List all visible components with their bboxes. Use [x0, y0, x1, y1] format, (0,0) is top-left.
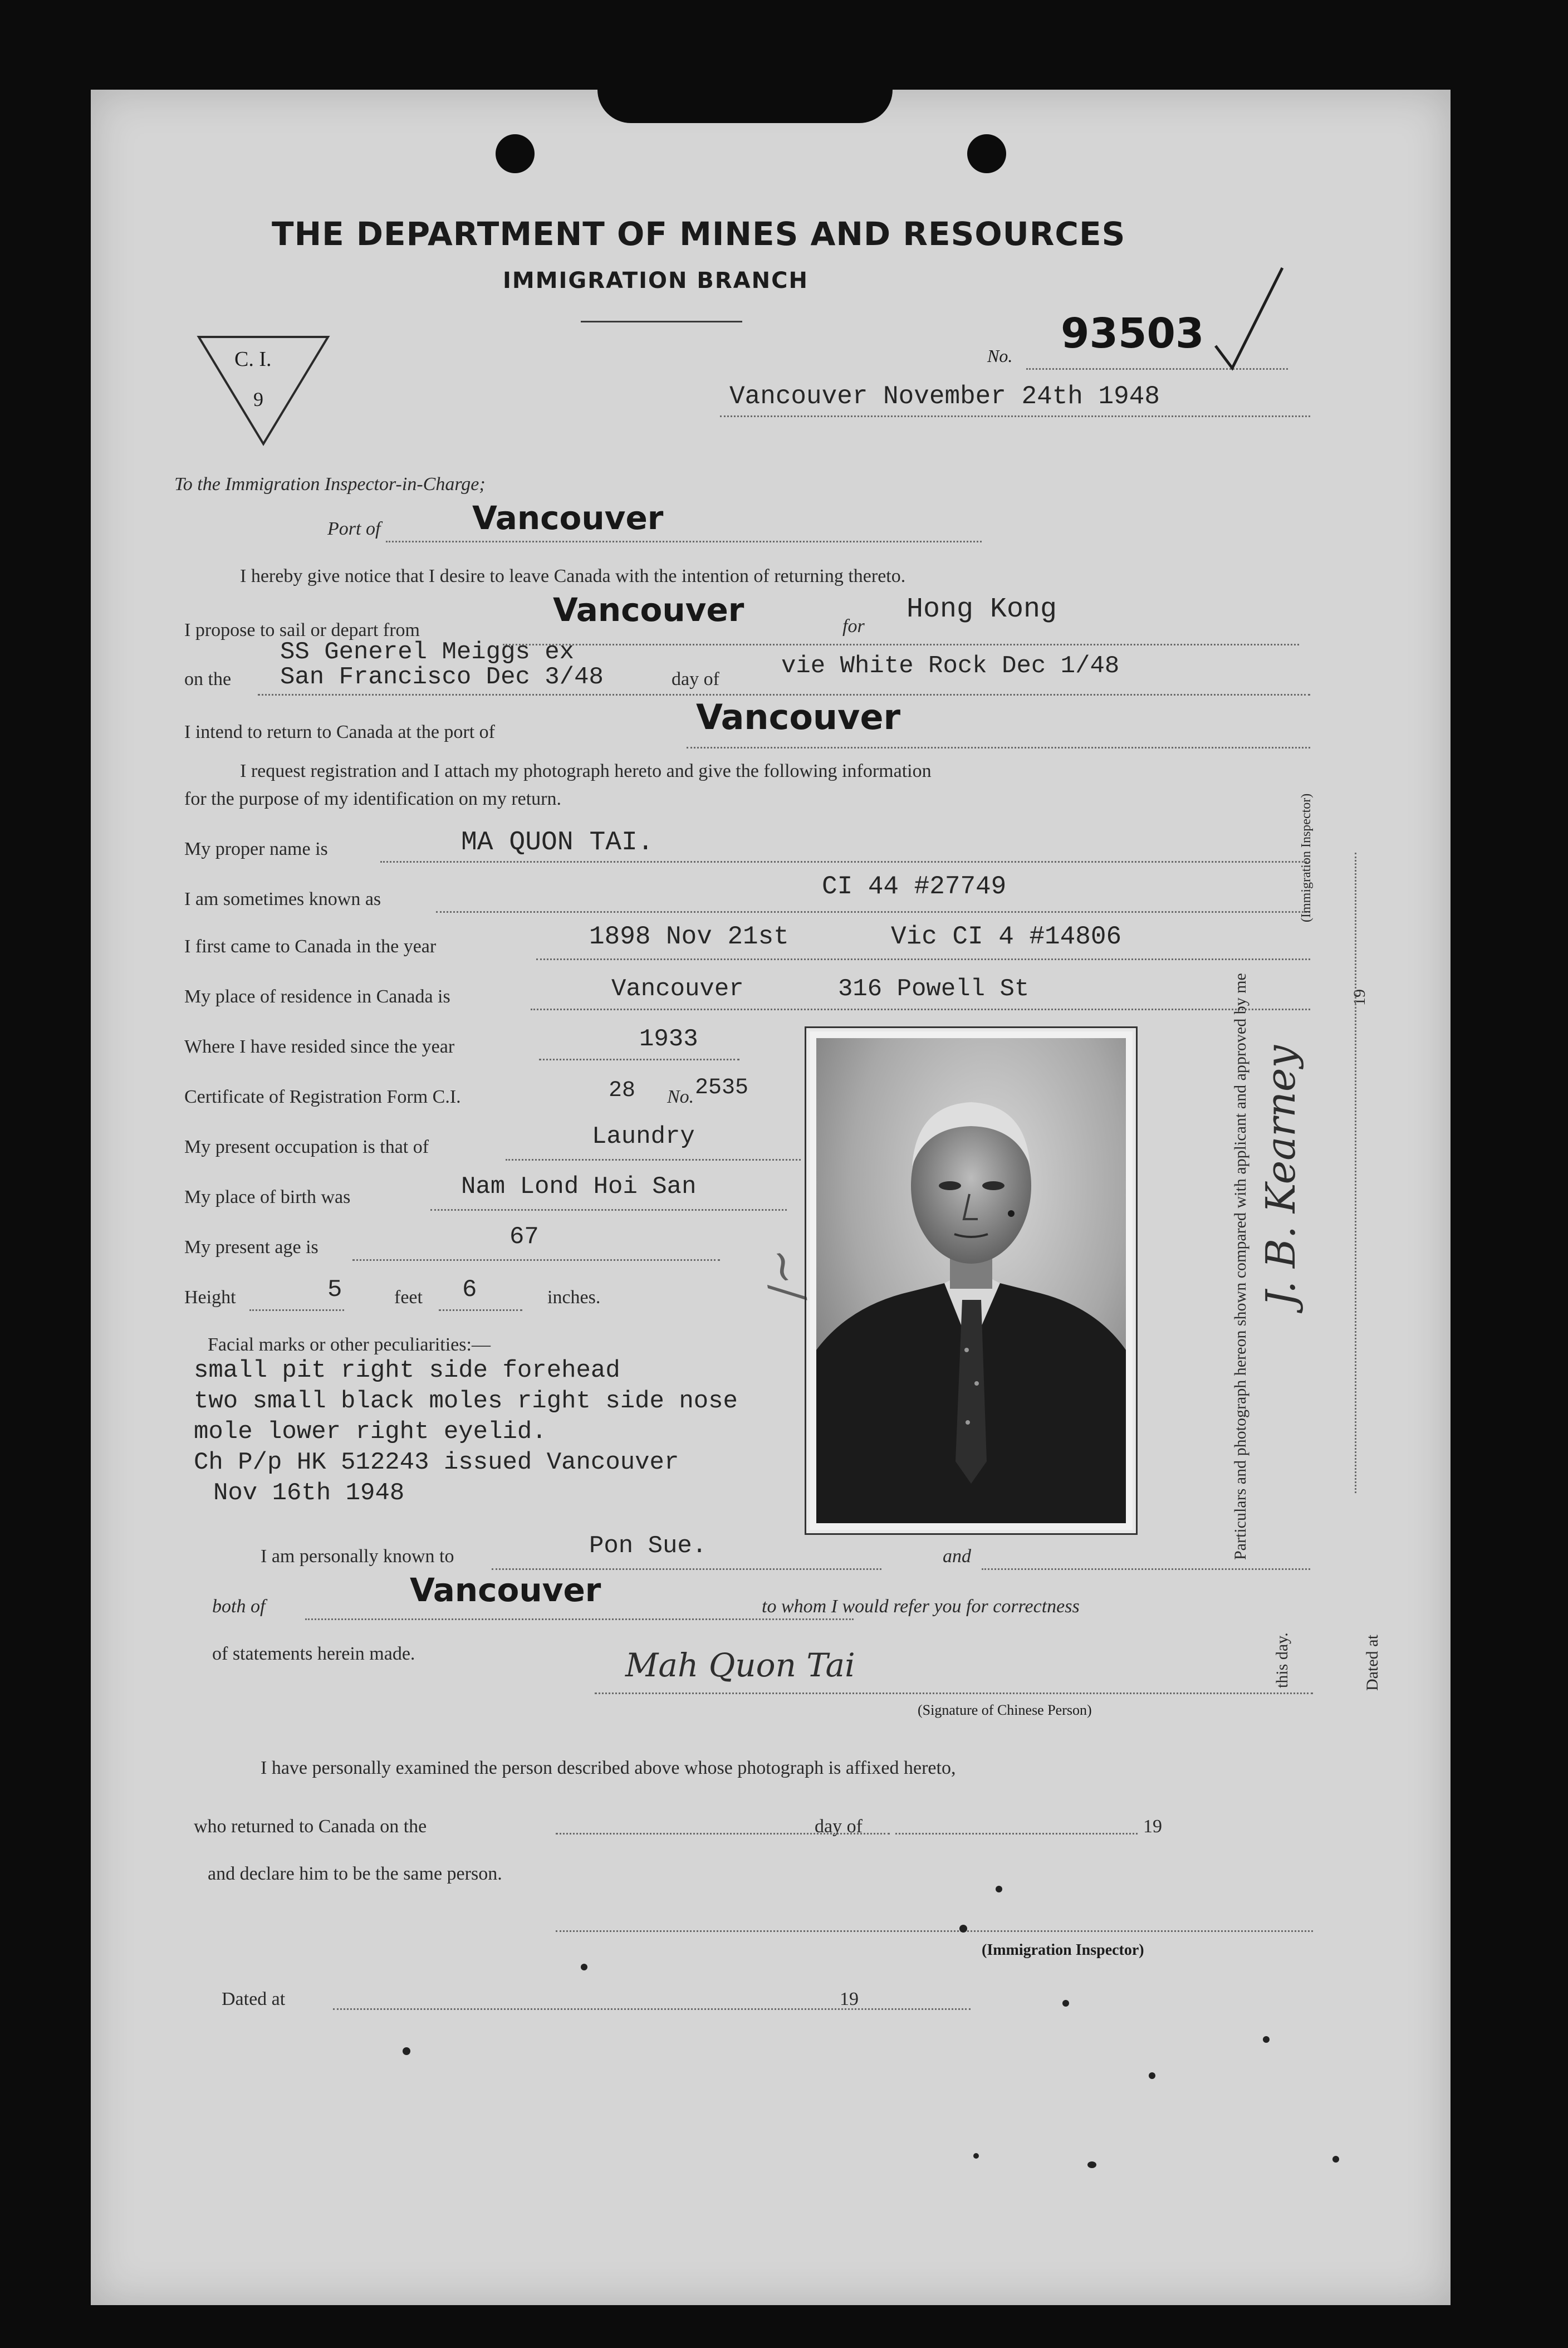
- form-code-bottom: 9: [253, 388, 263, 410]
- day-of-label: day of: [672, 669, 719, 689]
- first-came-label: I first came to Canada in the year: [184, 936, 437, 957]
- age-label: My present age is: [184, 1237, 318, 1258]
- margin-this-day: this day.: [1273, 1632, 1291, 1688]
- facial-line-2: two small black moles right side nose: [194, 1387, 738, 1415]
- sail-from-value: Vancouver: [553, 591, 744, 629]
- signature-caption: (Signature of Chinese Person): [918, 1702, 1092, 1718]
- resided-since-line: [539, 1059, 739, 1060]
- signature-line: [595, 1692, 1313, 1694]
- certificate-label: Certificate of Registration Form C.I.: [184, 1087, 461, 1107]
- known-as-label: I am sometimes known as: [184, 889, 381, 909]
- known-to-value: Pon Sue.: [589, 1532, 707, 1560]
- facial-line-4: Ch P/p HK 512243 issued Vancouver: [194, 1449, 679, 1476]
- notice-text: I hereby give notice that I desire to leave Canada with the intention of returning thereto.: [240, 566, 906, 586]
- proper-name-value: MA QUON TAI.: [461, 828, 654, 858]
- margin-particulars: Particulars and photograph hereon shown compared with applicant and approved by me: [1231, 973, 1250, 1560]
- returned-day-line: [895, 1833, 1138, 1835]
- no-label: No.: [987, 346, 1013, 366]
- and-label: and: [943, 1546, 971, 1567]
- applicant-signature: Mah Quon Tai: [625, 1646, 855, 1684]
- return-line: [687, 747, 1310, 749]
- returned-day-label: day of: [815, 1816, 863, 1837]
- first-came-value: 1898 Nov 21st: [589, 922, 789, 951]
- checkmark-icon: [1210, 262, 1288, 376]
- request-line-2: for the purpose of my identification on my return.: [184, 789, 561, 809]
- first-came-line: [536, 958, 1310, 960]
- port-line: [386, 541, 982, 542]
- facial-line-1: small pit right side forehead: [194, 1357, 620, 1385]
- ship-date-value: San Francisco Dec 3/48: [280, 663, 604, 691]
- margin-inspector-signature: J. B. Kearney: [1257, 1045, 1304, 1307]
- ship-line: SS Generel Meiggs ex: [280, 638, 575, 666]
- occupation-line: [506, 1159, 801, 1161]
- sail-line: [503, 644, 1299, 645]
- both-of-value: Vancouver: [410, 1571, 601, 1609]
- birthplace-line: [430, 1209, 787, 1211]
- residence-label: My place of residence in Canada is: [184, 986, 450, 1007]
- ship-line-dots: [258, 694, 1310, 696]
- age-value: 67: [509, 1223, 539, 1251]
- branch-title: IMMIGRATION BRANCH: [503, 268, 808, 294]
- certificate-no-label: No.: [667, 1087, 694, 1107]
- via-value: vie White Rock Dec 1/48: [781, 652, 1120, 680]
- height-feet-value: 5: [327, 1276, 342, 1304]
- punch-hole-right: [967, 134, 1006, 173]
- inspector-line: [556, 1930, 1313, 1932]
- known-as-value: CI 44 #27749: [822, 872, 1007, 901]
- certificate-no-value: 2535: [695, 1075, 749, 1100]
- known-to-line: [492, 1568, 881, 1570]
- height-label: Height: [184, 1287, 236, 1308]
- port-value: Vancouver: [472, 499, 664, 537]
- addressee-line: To the Immigration Inspector-in-Charge;: [174, 474, 486, 495]
- applicant-photograph: [806, 1028, 1136, 1533]
- returned-label: who returned to Canada on the: [194, 1816, 427, 1837]
- examination-line-3: and declare him to be the same person.: [208, 1863, 502, 1884]
- returned-year: 19: [1143, 1816, 1162, 1837]
- height-inches-line: [439, 1309, 522, 1311]
- department-title: THE DEPARTMENT OF MINES AND RESOURCES: [272, 215, 1126, 253]
- date-line: [720, 415, 1310, 417]
- proper-name-label: My proper name is: [184, 839, 328, 859]
- and-line: [982, 1568, 1310, 1570]
- refer-label: to whom I would refer you for correctness: [762, 1596, 1080, 1617]
- proper-name-line: [380, 861, 1310, 863]
- date-place: Vancouver November 24th 1948: [729, 382, 1160, 411]
- age-line: [352, 1259, 720, 1261]
- residence-city: Vancouver: [611, 975, 744, 1003]
- return-label: I intend to return to Canada at the port of: [184, 722, 495, 742]
- statements-label: of statements herein made.: [212, 1643, 415, 1664]
- facial-marks-label: Facial marks or other peculiarities:—: [208, 1334, 491, 1355]
- occupation-label: My present occupation is that of: [184, 1137, 429, 1157]
- feet-label: feet: [394, 1287, 423, 1308]
- inspector-caption: (Immigration Inspector): [982, 1941, 1144, 1959]
- first-came-reference: Vic CI 4 #14806: [891, 922, 1122, 951]
- facial-line-5: Nov 16th 1948: [213, 1479, 405, 1507]
- resided-since-label: Where I have resided since the year: [184, 1036, 455, 1057]
- dated-year: 19: [840, 1989, 859, 2009]
- destination-value: Hong Kong: [906, 594, 1057, 625]
- header-rule: [581, 321, 742, 322]
- both-of-line: [305, 1618, 854, 1620]
- both-of-label: both of: [212, 1596, 266, 1617]
- margin-dated-at: Dated at: [1363, 1635, 1381, 1691]
- facial-line-3: mole lower right eyelid.: [194, 1418, 547, 1446]
- return-port-value: Vancouver: [696, 697, 901, 737]
- birthplace-label: My place of birth was: [184, 1187, 351, 1207]
- port-label: Port of: [327, 518, 381, 539]
- margin-inspector-caption: (Immigration Inspector): [1299, 793, 1314, 922]
- top-notch: [597, 90, 893, 123]
- portrait-image: [816, 1038, 1126, 1523]
- dated-at-label: Dated at: [222, 1989, 286, 2009]
- residence-address: 316 Powell St: [838, 975, 1030, 1003]
- known-as-line: [436, 911, 1310, 913]
- height-feet-line: [249, 1309, 344, 1311]
- margin-year: 19: [1350, 989, 1369, 1006]
- photo-edge-scribble: ~/: [755, 1244, 815, 1304]
- height-inches-value: 6: [462, 1276, 477, 1304]
- residence-line: [531, 1009, 1310, 1010]
- examination-line-1: I have personally examined the person described above whose photograph is affixed hereto,: [261, 1758, 956, 1778]
- immigration-form-ci9: [91, 90, 1451, 2305]
- form-code-top: C. I.: [234, 348, 272, 371]
- for-label: for: [842, 616, 865, 637]
- occupation-value: Laundry: [592, 1123, 695, 1151]
- inches-label: inches.: [547, 1287, 601, 1308]
- request-line-1: I request registration and I attach my photograph hereto and give the following information: [240, 761, 932, 781]
- punch-hole-left: [496, 134, 535, 173]
- dated-at-line: [333, 2008, 971, 2010]
- on-the-label: on the: [184, 669, 232, 689]
- resided-since-value: 1933: [639, 1025, 698, 1053]
- certificate-form-value: 28: [609, 1078, 636, 1103]
- form-number: 93503: [1061, 310, 1204, 358]
- sail-label: I propose to sail or depart from: [184, 620, 420, 640]
- known-to-label: I am personally known to: [261, 1546, 454, 1567]
- margin-dated-line: [1355, 853, 1356, 1493]
- birthplace-value: Nam Lond Hoi San: [461, 1173, 697, 1201]
